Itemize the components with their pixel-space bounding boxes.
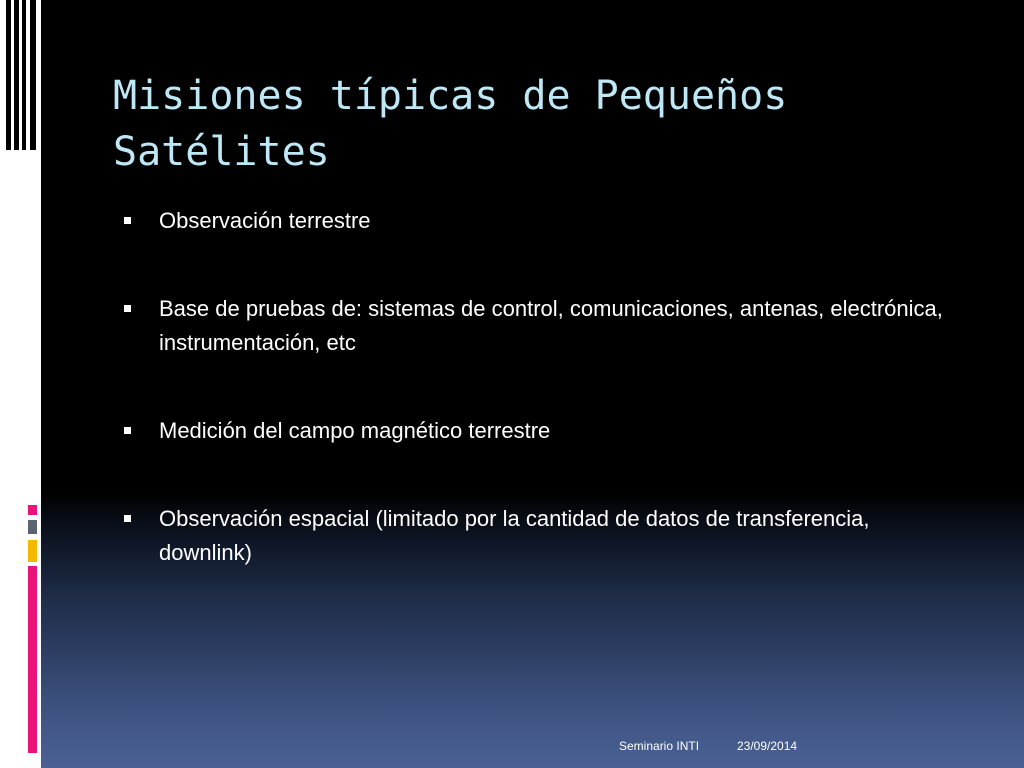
- footer-presentation-name: Seminario INTI: [619, 739, 700, 753]
- bullet-list: [122, 204, 962, 624]
- decorative-stripes-top: [0, 0, 41, 150]
- pink-accent-bar: [28, 566, 37, 753]
- slide-title: Misiones típicas de Pequeños Satélites: [113, 73, 788, 175]
- bullet-square-icon: [124, 515, 131, 522]
- bullet-square-icon: [124, 217, 131, 224]
- bullet-item: [122, 502, 962, 570]
- bullet-item: [122, 292, 962, 360]
- bullet-text: Observación espacial (limitado por la cantidad de datos de transferencia, downlink): [159, 506, 870, 565]
- decorative-stripe: [22, 0, 26, 150]
- yellow-accent-segment: [28, 540, 37, 562]
- bullet-item: [122, 204, 962, 238]
- gray-accent-segment: [28, 520, 37, 534]
- footer-date: 23/09/2014: [737, 739, 798, 753]
- decorative-stripe: [6, 0, 11, 150]
- bullet-text: Base de pruebas de: sistemas de control, comunicaciones, antenas, electrónica, instrumentación, etc: [159, 296, 943, 355]
- pink-accent-segment: [28, 505, 37, 515]
- decorative-stripe: [14, 0, 19, 150]
- bullet-text: Observación terrestre: [159, 208, 371, 233]
- bullet-square-icon: [124, 305, 131, 312]
- bullet-square-icon: [124, 427, 131, 434]
- bullet-text: Medición del campo magnético terrestre: [159, 418, 551, 443]
- decorative-stripe: [30, 0, 36, 150]
- bullet-item: [122, 414, 962, 448]
